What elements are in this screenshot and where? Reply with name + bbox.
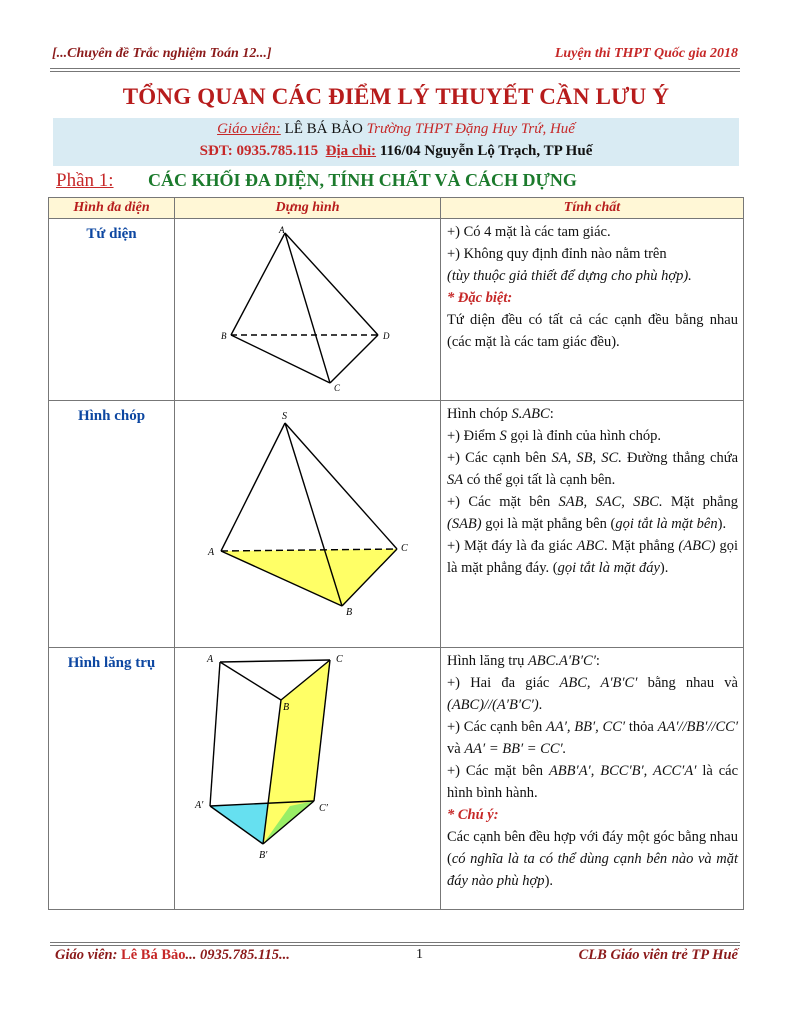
vertex-label-B: B — [221, 331, 227, 341]
math-expr: AA′ = BB′ = CC′. — [464, 741, 567, 757]
vertex-label-C: C — [336, 654, 343, 665]
figure-cell-prism — [175, 648, 441, 910]
footer-divider-2 — [50, 945, 740, 946]
prop-text: +) Các cạnh bên — [447, 450, 547, 466]
header-construction: Dựng hình — [175, 198, 441, 219]
prop-text: ). — [717, 516, 727, 532]
prop-text: gọi tắt là mặt bên — [615, 516, 718, 532]
properties-pyramid — [441, 401, 744, 648]
table-header-row — [49, 198, 744, 219]
prop-text: : — [549, 406, 554, 422]
vertex-label-C: C — [334, 383, 341, 393]
header-divider — [50, 68, 740, 69]
vertex-label-S: S — [282, 411, 287, 422]
prop-text: Các cạnh bên đều hợp với đáy một góc bằng nhau ( — [447, 829, 738, 867]
figure-cell-tetrahedron — [175, 219, 441, 401]
prop-text: Hình chóp — [447, 406, 508, 422]
prop-text: là các hình bình hành. — [447, 763, 739, 801]
contact-line — [53, 143, 739, 160]
math-expr: ABC — [576, 538, 604, 554]
part-label: Phần 1: — [56, 170, 114, 191]
prop-line — [447, 760, 738, 804]
prop-text: ). — [659, 560, 669, 576]
tetrahedron-figure — [175, 219, 441, 399]
prop-text: (tùy thuộc giả thiết để dựng cho phù hợp). — [447, 268, 692, 284]
footer-right: CLB Giáo viên trẻ TP Huế — [578, 947, 738, 963]
prop-text: +) Có 4 mặt là các tam giác. — [447, 224, 611, 240]
math-expr: (SAB) — [447, 516, 482, 532]
prop-text: +) Các mặt bên — [447, 494, 551, 510]
prop-text: gọi là mặt phẳng đáy. ( — [447, 538, 738, 576]
row-name-tetrahedron: Tứ diện — [49, 219, 175, 401]
edge-AB — [220, 662, 281, 700]
row-name-prism: Hình lăng trụ — [49, 648, 175, 910]
prop-line — [447, 826, 738, 892]
math-expr: S — [499, 428, 507, 444]
address-label: Địa chỉ: — [325, 143, 377, 159]
math-expr: S.ABC — [511, 406, 550, 422]
prop-line — [447, 672, 738, 716]
prop-text: +) Các mặt bên — [447, 763, 544, 779]
prop-text: thỏa — [628, 719, 654, 735]
vertex-label-C: C — [401, 543, 408, 554]
prop-text: +) Hai đa giác — [447, 675, 550, 691]
prop-text: Hình lăng trụ — [447, 653, 525, 669]
edge-AC — [220, 660, 330, 662]
edge-BC — [231, 335, 330, 383]
vertex-label-C-prime: C′ — [319, 803, 328, 814]
edge-SC — [285, 423, 397, 549]
teacher-line — [53, 121, 739, 138]
header-left-text: [...Chuyên đề Trắc nghiệm Toán 12...] — [52, 46, 272, 61]
phone-number: 0935.785.115 — [236, 143, 319, 159]
row-name-pyramid: Hình chóp — [49, 401, 175, 648]
figure-cell-pyramid — [175, 401, 441, 648]
vertex-label-A: A — [207, 654, 214, 665]
prop-text: +) Điểm — [447, 428, 496, 444]
prop-text: . Mặt phẳng — [604, 538, 675, 554]
table-row-pyramid — [49, 401, 744, 648]
prop-text: +) Mặt đáy là đa giác — [447, 538, 573, 554]
prism-figure — [175, 648, 441, 906]
prop-line — [447, 650, 738, 672]
vertex-label-A: A — [279, 225, 285, 235]
prop-text: và — [447, 741, 461, 757]
prop-line — [447, 491, 738, 535]
edge-SA — [221, 423, 285, 551]
prop-text: Mặt phẳng — [670, 494, 739, 510]
base-face-ABC — [221, 549, 397, 606]
vertex-label-B: B — [283, 702, 290, 713]
properties-prism — [441, 648, 744, 910]
properties-tetrahedron — [441, 219, 744, 401]
footer-sep: ... — [185, 947, 197, 963]
attention-note-label: * Chú ý: — [447, 807, 499, 823]
vertex-label-D: D — [383, 331, 390, 341]
page-number: 1 — [416, 947, 423, 962]
prop-text: có thể gọi tất là cạnh bên. — [466, 472, 616, 488]
math-expr: SA — [447, 472, 464, 488]
prop-line — [447, 535, 738, 579]
math-expr: SA, SB, SC. — [551, 450, 622, 466]
math-expr: ABC.A′B′C′ — [527, 653, 596, 669]
prop-line — [447, 403, 738, 425]
teacher-label: Giáo viên: — [217, 121, 281, 137]
prop-text: Tứ diện đều có tất cả các cạnh đều bằng nhau (các mặt là các tam giác đều). — [447, 312, 738, 350]
header-divider-2 — [50, 71, 740, 72]
edge-CD — [330, 335, 378, 383]
header-properties: Tính chất — [441, 198, 744, 219]
footer-left — [55, 947, 290, 964]
teacher-info-box — [53, 118, 739, 166]
prop-text: gọi là mặt phẳng bên ( — [485, 516, 616, 532]
edge-AD — [285, 233, 378, 335]
prop-text: ). — [544, 873, 554, 889]
footer-divider — [50, 942, 740, 943]
phone-label: SĐT: — [199, 143, 233, 159]
table-row-tetrahedron — [49, 219, 744, 401]
page-title: TỔNG QUAN CÁC ĐIỂM LÝ THUYẾT CẦN LƯU Ý — [122, 84, 670, 109]
math-expr: SAB, SAC, SBC. — [558, 494, 663, 510]
prop-text: bằng nhau và — [647, 675, 738, 691]
prop-line — [447, 425, 738, 447]
pyramid-figure — [175, 401, 441, 646]
math-expr: (ABC)//(A′B′C′) — [447, 697, 539, 713]
footer-phone: 0935.785.115... — [200, 947, 290, 963]
school-name: Trường THPT Đặng Huy Trứ, Huế — [366, 121, 575, 137]
math-expr: (ABC) — [678, 538, 716, 554]
math-expr: ABB′A′, BCC′B′, ACC′A′ — [548, 763, 697, 779]
vertex-label-B: B — [346, 607, 353, 618]
edge-AC — [285, 233, 330, 383]
prop-text: có nghĩa là ta có thể dùng cạnh bên nào và mặt đáy nào phù hợp — [447, 851, 738, 889]
edge-AB — [231, 233, 285, 335]
vertex-label-A-prime: A′ — [195, 800, 204, 811]
address-text: 116/04 Nguyễn Lộ Trạch, TP Huế — [379, 143, 593, 159]
prop-text: Đường thẳng chứa — [627, 450, 739, 466]
header-right-text: Luyện thi THPT Quốc gia 2018 — [554, 46, 738, 61]
header-polyhedron: Hình đa diện — [49, 198, 175, 219]
footer-teacher-name: Lê Bá Bảo — [121, 947, 186, 963]
prop-text: gọi là đỉnh của hình chóp. — [510, 428, 661, 444]
table-row-prism — [49, 648, 744, 910]
vertex-label-B-prime: B′ — [259, 850, 268, 861]
edge-AA' — [210, 662, 220, 806]
prop-line — [447, 716, 738, 760]
math-expr: AA′, BB′, CC′ — [545, 719, 626, 735]
math-expr: AA′//BB′//CC′ — [657, 719, 739, 735]
math-expr: ABC, A′B′C′ — [559, 675, 638, 691]
part-title: CÁC KHỐI ĐA DIỆN, TÍNH CHẤT VÀ CÁCH DỰNG — [148, 170, 577, 190]
prop-text: gọi tắt là mặt đáy — [557, 560, 660, 576]
prop-text: +) Các cạnh bên — [447, 719, 543, 735]
polyhedra-table — [48, 197, 744, 910]
prop-line — [447, 447, 738, 491]
prop-text: +) Không quy định đỉnh nào nằm trên — [447, 246, 667, 262]
special-note-label: * Đặc biệt: — [447, 290, 513, 306]
prop-text: : — [595, 653, 600, 669]
vertex-label-A: A — [208, 547, 215, 558]
footer-teacher-label: Giáo viên: — [55, 947, 118, 963]
prop-text: . — [538, 697, 543, 713]
teacher-name: LÊ BÁ BẢO — [284, 121, 363, 137]
